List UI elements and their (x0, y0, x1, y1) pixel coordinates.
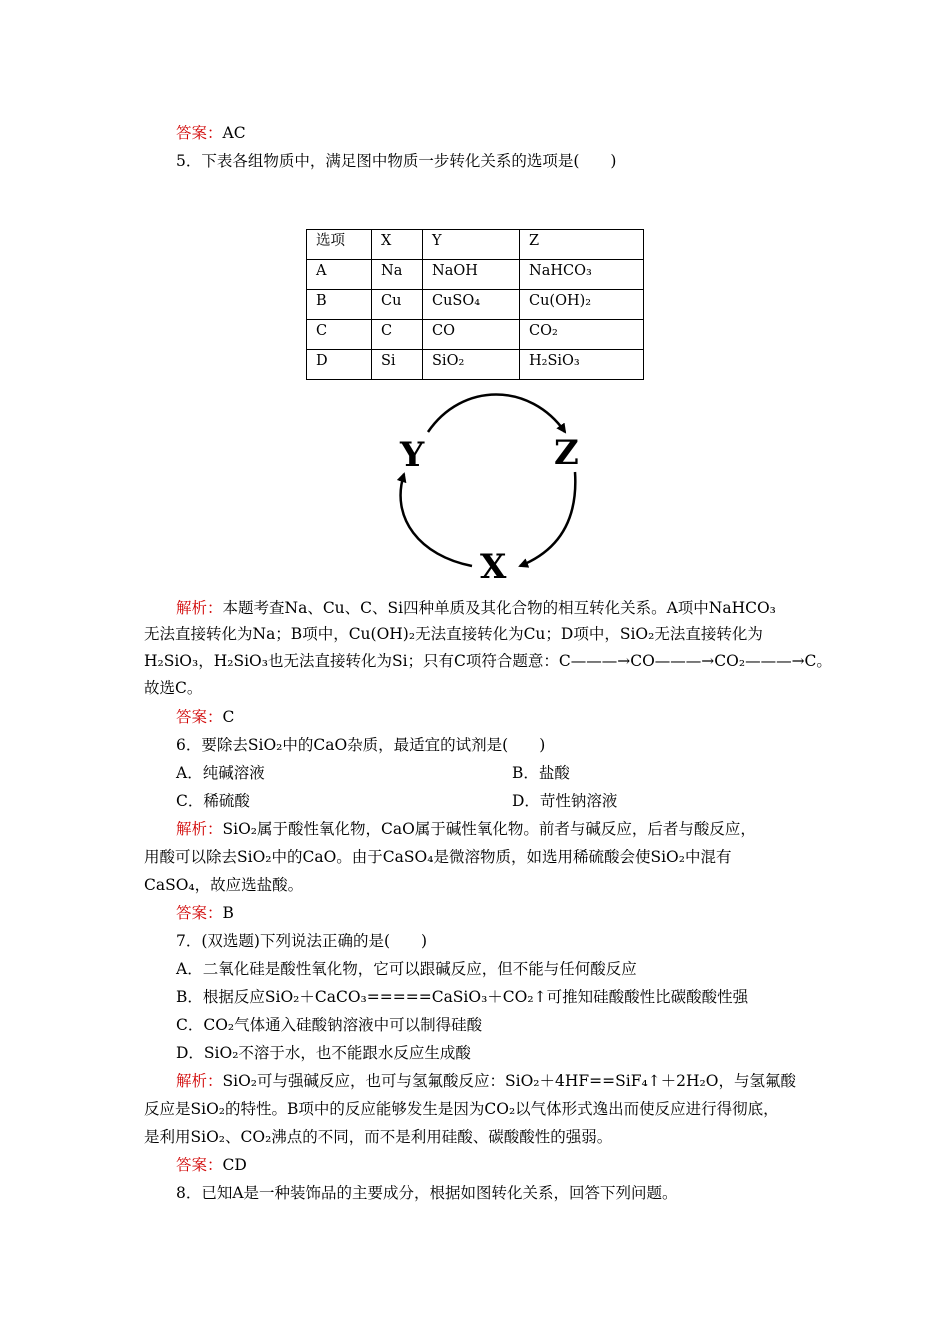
q7-analysis-line-3: 是利用SiO₂、CO₂沸点的不同，而不是利用硅酸、碳酸酸性的强弱。 (144, 1128, 613, 1146)
arrow-y-to-z (428, 395, 565, 433)
answer-label: 答案： (176, 124, 223, 142)
prev-answer-line (176, 123, 246, 143)
z-cell: H₂SiO₃ (520, 350, 644, 380)
q7-analysis-line-1 (176, 1071, 796, 1091)
y-cell: CuSO₄ (423, 290, 520, 320)
analysis-label: 解析： (176, 599, 223, 617)
q7-option-a: A．二氧化硅是酸性氧化物，它可以跟碱反应，但不能与任何酸反应 (176, 960, 637, 978)
q7-analysis-line-2: 反应是SiO₂的特性。B项中的反应能够发生是因为CO₂以气体形式逸出而使反应进行得彻底， (144, 1100, 779, 1118)
x-cell: Cu (372, 290, 423, 320)
node-x-label: X (480, 547, 507, 584)
x-cell: Si (372, 350, 423, 380)
header-cell: X (372, 230, 423, 260)
answer-value: AC (222, 124, 246, 142)
q5-options-table (306, 229, 644, 380)
q6-analysis-line-3: CaSO₄，故应选盐酸。 (144, 876, 304, 894)
analysis-text: 本题考查Na、Cu、C、Si四种单质及其化合物的相互转化关系。A项中NaHCO₃ (222, 599, 776, 617)
analysis-label: 解析： (176, 1072, 223, 1090)
header-cell: Y (423, 230, 520, 260)
option-cell: B (307, 290, 372, 320)
q6-option-d: D．苛性钠溶液 (512, 792, 618, 810)
q5-stem: 5．下表各组物质中，满足图中物质一步转化关系的选项是( ) (176, 152, 617, 170)
answer-value: C (222, 708, 235, 726)
x-cell: C (372, 320, 423, 350)
q6-option-a: A．纯碱溶液 (176, 764, 265, 782)
q8-stem: 8．已知A是一种装饰品的主要成分，根据如图转化关系，回答下列问题。 (176, 1184, 678, 1202)
answer-value: B (222, 904, 234, 922)
table-header-row (307, 230, 644, 260)
y-cell: SiO₂ (423, 350, 520, 380)
y-cell: CO (423, 320, 520, 350)
answer-label: 答案： (176, 904, 223, 922)
option-cell: A (307, 260, 372, 290)
q5-analysis-line-1 (176, 598, 776, 618)
node-z-label: Z (554, 433, 579, 473)
answer-value: CD (222, 1156, 247, 1174)
answer-label: 答案： (176, 708, 223, 726)
table-row (307, 290, 644, 320)
q5-answer-line (176, 707, 234, 727)
table-row (307, 260, 644, 290)
z-cell: NaHCO₃ (520, 260, 644, 290)
arrow-z-to-x (520, 472, 575, 566)
table-row (307, 350, 644, 380)
x-cell: Na (372, 260, 423, 290)
analysis-label: 解析： (176, 820, 223, 838)
q7-stem: 7．(双选题)下列说法正确的是( ) (176, 932, 428, 950)
q7-answer-line (176, 1155, 247, 1175)
node-y-label: Y (400, 435, 425, 475)
table-row (307, 320, 644, 350)
arrow-x-to-y (401, 474, 472, 566)
option-cell: D (307, 350, 372, 380)
q6-stem: 6．要除去SiO₂中的CaO杂质，最适宜的试剂是( ) (176, 736, 546, 754)
header-cell: Z (520, 230, 644, 260)
answer-label: 答案： (176, 1156, 223, 1174)
q6-analysis-line-1 (176, 819, 756, 839)
q6-option-b: B．盐酸 (512, 764, 570, 782)
q6-analysis-line-2: 用酸可以除去SiO₂中的CaO。由于CaSO₄是微溶物质，如选用稀硫酸会使SiO₂中混有 (144, 848, 732, 866)
q7-option-d: D．SiO₂不溶于水，也不能跟水反应生成酸 (176, 1044, 471, 1062)
q5-analysis-line-3: H₂SiO₃，H₂SiO₃也无法直接转化为Si；只有C项符合题意：C———→CO———→CO₂———→C。 (144, 652, 832, 670)
conversion-cycle-diagram (390, 388, 600, 584)
q7-option-b: B．根据反应SiO₂＋CaCO₃=====CaSiO₃＋CO₂↑可推知硅酸酸性比碳酸酸性强 (176, 988, 749, 1006)
q7-option-c: C．CO₂气体通入硅酸钠溶液中可以制得硅酸 (176, 1016, 483, 1034)
q5-analysis-line-4: 故选C。 (144, 679, 203, 697)
z-cell: Cu(OH)₂ (520, 290, 644, 320)
q6-answer-line (176, 903, 234, 923)
analysis-text: SiO₂可与强碱反应，也可与氢氟酸反应：SiO₂＋4HF==SiF₄↑＋2H₂O，与氢氟酸 (222, 1072, 796, 1090)
analysis-text: SiO₂属于酸性氧化物，CaO属于碱性氧化物。前者与碱反应，后者与酸反应， (222, 820, 756, 838)
y-cell: NaOH (423, 260, 520, 290)
option-cell: C (307, 320, 372, 350)
q6-option-c: C．稀硫酸 (176, 792, 250, 810)
q5-analysis-line-2: 无法直接转化为Na；B项中，Cu(OH)₂无法直接转化为Cu；D项中，SiO₂无法直接转化为 (144, 625, 763, 643)
z-cell: CO₂ (520, 320, 644, 350)
header-cell: 选项 (307, 230, 372, 260)
